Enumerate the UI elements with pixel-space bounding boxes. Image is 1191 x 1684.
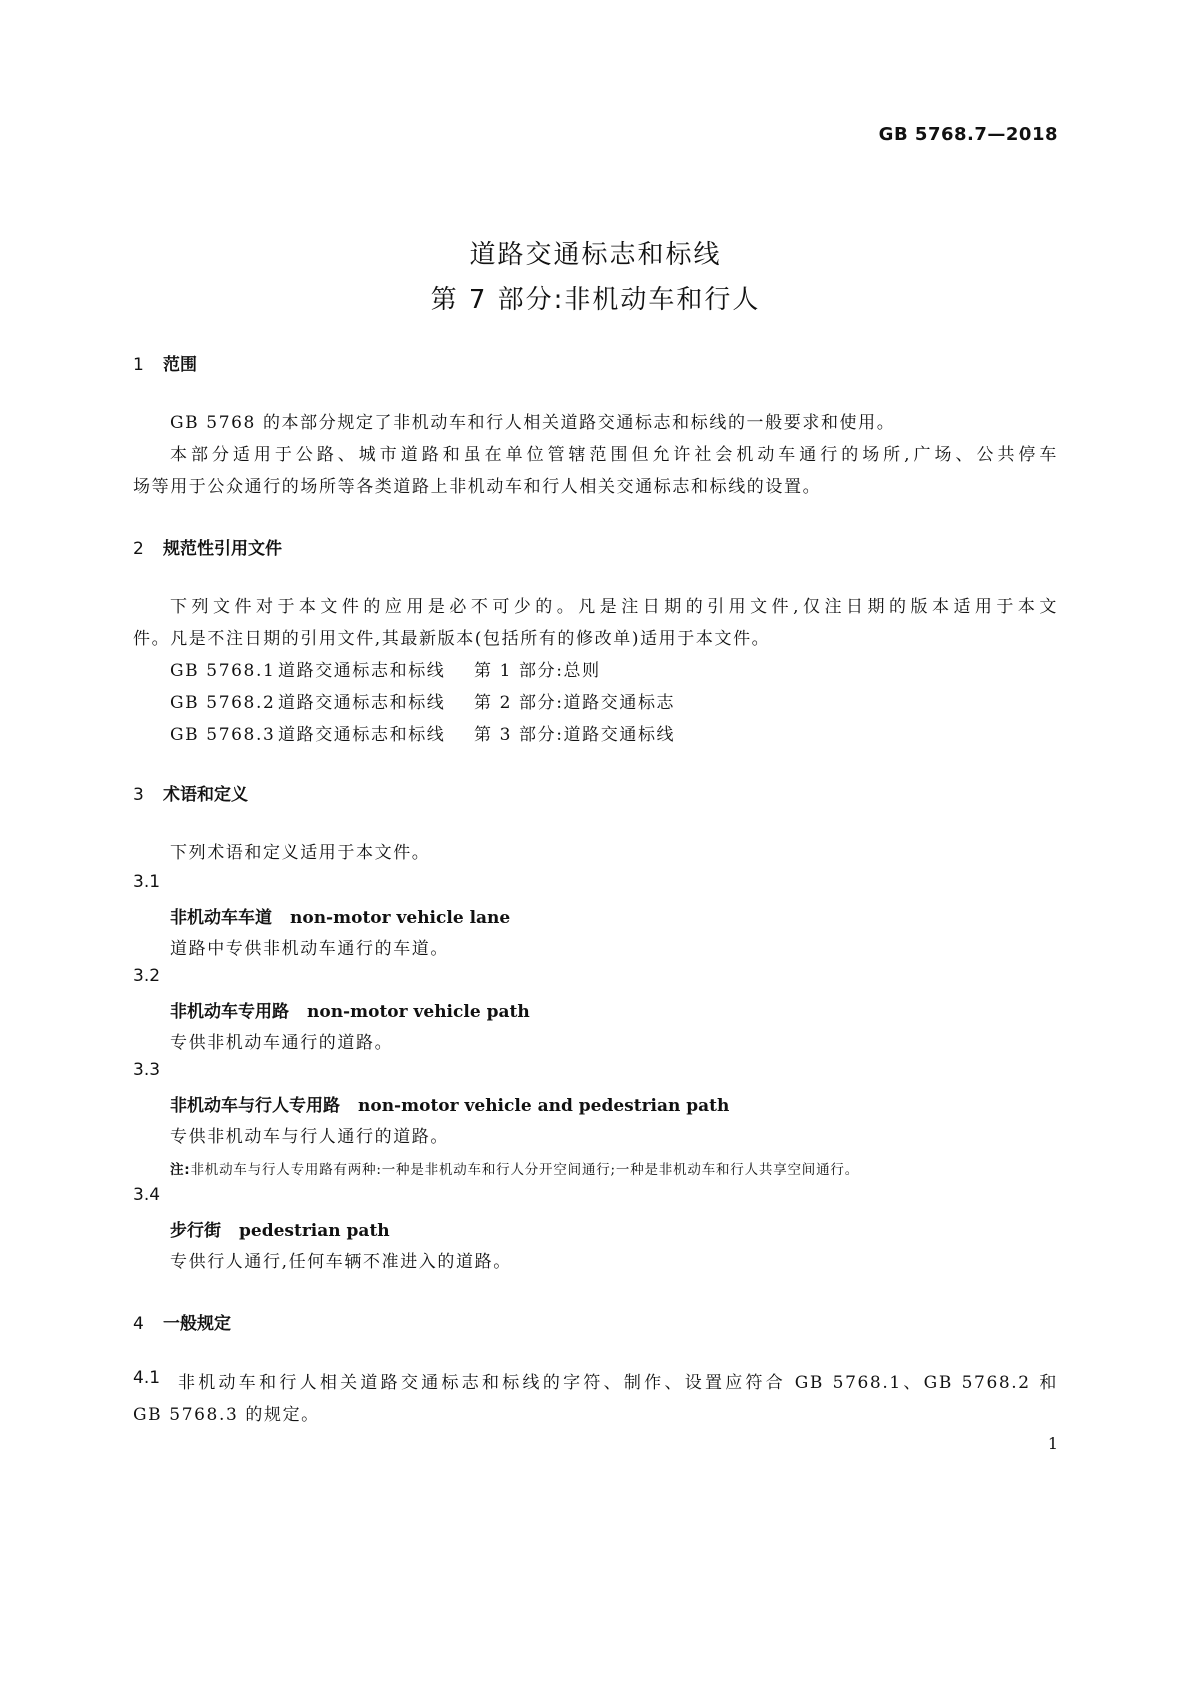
document-title-line1: 道路交通标志和标线 [469, 240, 722, 270]
term-number: 3.1 [133, 872, 161, 892]
reference-part: 第 3 部分:道路交通标线 [474, 725, 676, 745]
section-number: 3 [133, 785, 144, 805]
reference-title: 道路交通标志和标线 [278, 661, 446, 681]
note-text: 非机动车与行人专用路有两种:一种是非机动车和行人分开空间通行;一种是非机动车和行人共享空间通行。 [190, 1162, 859, 1178]
section-title: 术语和定义 [163, 785, 248, 805]
clause-4-1-line1: 非机动车和行人相关道路交通标志和标线的字符、制作、设置应符合 GB 5768.1、GB 5768.2 和 [178, 1373, 1058, 1393]
term-zh: 非机动车专用路 [170, 1002, 289, 1022]
term-note [170, 1158, 859, 1178]
section-1-heading [133, 350, 197, 375]
term-heading [170, 997, 530, 1022]
section-number: 1 [133, 355, 144, 375]
term-en: non-motor vehicle lane [290, 908, 511, 928]
term-en: pedestrian path [239, 1221, 390, 1241]
note-label: 注: [170, 1162, 191, 1178]
section-title: 规范性引用文件 [163, 539, 282, 559]
section-2-paragraph-line1: 下列文件对于本文件的应用是必不可少的。凡是注日期的引用文件,仅注日期的版本适用于本文 [170, 597, 1058, 617]
section-2-paragraph-line2: 件。凡是不注日期的引用文件,其最新版本(包括所有的修改单)适用于本文件。 [133, 629, 771, 649]
reference-title: 道路交通标志和标线 [278, 725, 446, 745]
normative-reference-1 [170, 656, 601, 681]
term-number: 3.2 [133, 966, 161, 986]
section-1-paragraph-2-line2: 场等用于公众通行的场所等各类道路上非机动车和行人相关交通标志和标线的设置。 [133, 477, 822, 497]
section-1-paragraph-1: GB 5768 的本部分规定了非机动车和行人相关道路交通标志和标线的一般要求和使用。 [170, 413, 896, 433]
clause-4-1-number: 4.1 [133, 1368, 161, 1388]
term-number: 3.4 [133, 1185, 161, 1205]
section-4-heading [133, 1309, 231, 1334]
term-number: 3.3 [133, 1060, 161, 1080]
standard-code: GB 5768.7—2018 [878, 124, 1058, 145]
reference-code: GB 5768.1 [170, 661, 276, 681]
section-title: 范围 [163, 355, 197, 375]
page-number: 1 [1047, 1434, 1058, 1453]
term-en: non-motor vehicle and pedestrian path [358, 1096, 730, 1116]
term-zh: 步行街 [170, 1221, 221, 1241]
term-heading [170, 1216, 390, 1241]
section-number: 4 [133, 1314, 144, 1334]
term-zh: 非机动车与行人专用路 [170, 1096, 340, 1116]
reference-part: 第 1 部分:总则 [474, 661, 601, 681]
normative-reference-2 [170, 688, 675, 713]
term-definition: 道路中专供非机动车通行的车道。 [170, 939, 449, 959]
section-3-intro: 下列术语和定义适用于本文件。 [170, 843, 431, 863]
section-1-paragraph-2-line1: 本部分适用于公路、城市道路和虽在单位管辖范围但允许社会机动车通行的场所,广场、公共停车 [170, 445, 1058, 465]
term-en: non-motor vehicle path [307, 1002, 530, 1022]
section-3-heading [133, 780, 248, 805]
section-2-heading [133, 534, 282, 559]
reference-code: GB 5768.3 [170, 725, 276, 745]
reference-code: GB 5768.2 [170, 693, 276, 713]
clause-4-1-line2: GB 5768.3 的规定。 [133, 1405, 320, 1425]
term-zh: 非机动车车道 [170, 908, 272, 928]
document-title-line2: 第 7 部分:非机动车和行人 [430, 285, 761, 315]
section-number: 2 [133, 539, 144, 559]
section-title: 一般规定 [163, 1314, 231, 1334]
term-definition: 专供非机动车通行的道路。 [170, 1033, 394, 1053]
normative-reference-3 [170, 720, 675, 745]
term-heading [170, 1091, 729, 1116]
reference-title: 道路交通标志和标线 [278, 693, 446, 713]
term-heading [170, 903, 510, 928]
reference-part: 第 2 部分:道路交通标志 [474, 693, 676, 713]
term-definition: 专供非机动车与行人通行的道路。 [170, 1127, 449, 1147]
term-definition: 专供行人通行,任何车辆不准进入的道路。 [170, 1252, 512, 1272]
